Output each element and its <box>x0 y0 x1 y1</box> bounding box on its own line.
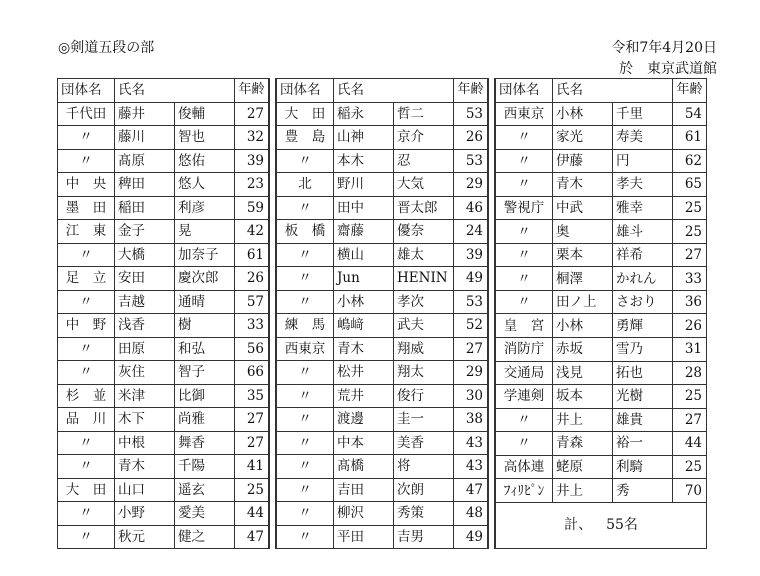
age-cell: 26 <box>454 126 489 150</box>
group-cell: 西東京 <box>495 102 553 126</box>
age-cell: 52 <box>454 314 489 338</box>
age-cell: 47 <box>454 478 489 502</box>
surname-cell: 青木 <box>334 337 394 361</box>
group-cell: 豊 島 <box>276 126 334 150</box>
group-cell: 〃 <box>58 337 115 361</box>
age-cell: 27 <box>673 243 707 267</box>
age-cell: 36 <box>673 290 707 314</box>
group-cell: 〃 <box>276 408 334 432</box>
table-row <box>276 384 488 408</box>
table-row <box>495 126 707 150</box>
age-cell: 48 <box>454 502 489 526</box>
surname-cell: 田原 <box>115 337 175 361</box>
age-cell: 42 <box>235 220 270 244</box>
table-row <box>276 455 488 479</box>
given-name-cell: 孝次 <box>394 290 454 314</box>
table-row <box>495 408 707 432</box>
group-cell: 〃 <box>276 478 334 502</box>
age-cell: 27 <box>673 408 707 432</box>
given-name-cell: 千陽 <box>175 455 235 479</box>
given-name-cell: 拓也 <box>613 361 673 385</box>
age-cell: 62 <box>673 149 707 173</box>
group-cell: 〃 <box>276 384 334 408</box>
surname-cell: 髙橋 <box>334 455 394 479</box>
group-cell: 中 野 <box>58 314 115 338</box>
surname-cell: 木下 <box>115 408 175 432</box>
given-name-cell: 利騎 <box>613 455 673 479</box>
header-group: 団体名 <box>276 79 334 103</box>
header-group: 団体名 <box>58 79 115 103</box>
surname-cell: Jun <box>334 267 394 291</box>
group-cell: 〃 <box>276 431 334 455</box>
given-name-cell: 雄斗 <box>613 220 673 244</box>
given-name-cell: 樹 <box>175 314 235 338</box>
table-row <box>58 314 270 338</box>
age-cell: 65 <box>673 173 707 197</box>
header-name: 氏名 <box>115 79 235 103</box>
age-cell: 61 <box>235 243 270 267</box>
age-cell: 25 <box>235 478 270 502</box>
given-name-cell: 利彦 <box>175 196 235 220</box>
age-cell: 46 <box>454 196 489 220</box>
given-name-cell: 光樹 <box>613 385 673 409</box>
table-row <box>58 290 270 314</box>
given-name-cell: 忍 <box>394 149 454 173</box>
age-cell: 35 <box>235 384 270 408</box>
group-cell: 〃 <box>276 267 334 291</box>
table-row <box>495 455 707 479</box>
header-name: 氏名 <box>334 79 454 103</box>
total-label: 計、 <box>564 517 593 534</box>
group-cell: 〃 <box>495 243 553 267</box>
surname-cell: 奥 <box>553 220 613 244</box>
group-cell: 交通局 <box>495 361 553 385</box>
surname-cell: 蛯原 <box>553 455 613 479</box>
surname-cell: 稲永 <box>334 102 394 126</box>
group-cell: 〃 <box>58 290 115 314</box>
group-cell: 〃 <box>58 455 115 479</box>
group-cell: 〃 <box>58 149 115 173</box>
age-cell: 25 <box>673 196 707 220</box>
table-row <box>58 478 270 502</box>
given-name-cell: 智子 <box>175 361 235 385</box>
surname-cell: 山神 <box>334 126 394 150</box>
given-name-cell: 翔太 <box>394 361 454 385</box>
table-row <box>276 361 488 385</box>
group-cell: 〃 <box>276 149 334 173</box>
table-row <box>495 290 707 314</box>
group-cell: 品 川 <box>58 408 115 432</box>
table-row <box>58 384 270 408</box>
age-cell: 70 <box>673 479 707 503</box>
given-name-cell: 秀 <box>613 479 673 503</box>
table-row <box>495 385 707 409</box>
group-cell: 〃 <box>495 267 553 291</box>
given-name-cell: 勇輝 <box>613 314 673 338</box>
given-name-cell: 哲二 <box>394 102 454 126</box>
age-cell: 43 <box>454 431 489 455</box>
surname-cell: 栗本 <box>553 243 613 267</box>
table-row <box>276 102 488 126</box>
header-row <box>276 79 488 103</box>
table-row <box>276 267 488 291</box>
table-row <box>276 126 488 150</box>
given-name-cell: 晋太郎 <box>394 196 454 220</box>
surname-cell: 荒井 <box>334 384 394 408</box>
header-name: 氏名 <box>553 79 673 103</box>
given-name-cell: 次朗 <box>394 478 454 502</box>
surname-cell: 田ノ上 <box>553 290 613 314</box>
surname-cell: 井上 <box>553 408 613 432</box>
given-name-cell: 美香 <box>394 431 454 455</box>
roster-tables <box>57 78 707 549</box>
given-name-cell: 愛美 <box>175 502 235 526</box>
age-cell: 43 <box>454 455 489 479</box>
group-cell: 杉 並 <box>58 384 115 408</box>
surname-cell: 青森 <box>553 432 613 456</box>
given-name-cell: 大気 <box>394 173 454 197</box>
surname-cell: 藤井 <box>115 102 175 126</box>
group-cell: 〃 <box>58 243 115 267</box>
table-row <box>276 173 488 197</box>
table-row <box>58 502 270 526</box>
group-cell: 〃 <box>276 243 334 267</box>
group-cell: 千代田 <box>58 102 115 126</box>
surname-cell: 青木 <box>553 173 613 197</box>
age-cell: 39 <box>235 149 270 173</box>
given-name-cell: 悠佑 <box>175 149 235 173</box>
surname-cell: 米津 <box>115 384 175 408</box>
given-name-cell: 比御 <box>175 384 235 408</box>
surname-cell: 渡邊 <box>334 408 394 432</box>
given-name-cell: 祥希 <box>613 243 673 267</box>
group-cell: 墨 田 <box>58 196 115 220</box>
given-name-cell: 京介 <box>394 126 454 150</box>
age-cell: 26 <box>235 267 270 291</box>
table-row <box>276 149 488 173</box>
group-cell: 皇 宮 <box>495 314 553 338</box>
surname-cell: 秋元 <box>115 525 175 549</box>
surname-cell: 稲田 <box>115 196 175 220</box>
table-row <box>495 479 707 503</box>
given-name-cell: 武夫 <box>394 314 454 338</box>
header-group: 団体名 <box>495 79 553 103</box>
given-name-cell: 通晴 <box>175 290 235 314</box>
age-cell: 27 <box>235 431 270 455</box>
surname-cell: 山口 <box>115 478 175 502</box>
surname-cell: 齋藤 <box>334 220 394 244</box>
surname-cell: 中根 <box>115 431 175 455</box>
age-cell: 33 <box>235 314 270 338</box>
table-row <box>495 432 707 456</box>
surname-cell: 小林 <box>553 102 613 126</box>
table-row <box>276 431 488 455</box>
given-name-cell: 智也 <box>175 126 235 150</box>
group-cell: 〃 <box>276 525 334 549</box>
table-row <box>58 196 270 220</box>
age-cell: 23 <box>235 173 270 197</box>
age-cell: 27 <box>235 102 270 126</box>
given-name-cell: 円 <box>613 149 673 173</box>
table-row <box>276 290 488 314</box>
group-cell: 中 央 <box>58 173 115 197</box>
group-cell: 練 馬 <box>276 314 334 338</box>
total-cell <box>495 502 707 548</box>
surname-cell: 小林 <box>553 314 613 338</box>
surname-cell: 赤坂 <box>553 338 613 362</box>
given-name-cell: 秀策 <box>394 502 454 526</box>
surname-cell: 灰住 <box>115 361 175 385</box>
group-cell: 大 田 <box>58 478 115 502</box>
surname-cell: 浅香 <box>115 314 175 338</box>
group-cell: 足 立 <box>58 267 115 291</box>
surname-cell: 吉越 <box>115 290 175 314</box>
header-row <box>495 79 707 103</box>
surname-cell: 井上 <box>553 479 613 503</box>
age-cell: 61 <box>673 126 707 150</box>
surname-cell: 金子 <box>115 220 175 244</box>
age-cell: 66 <box>235 361 270 385</box>
age-cell: 44 <box>235 502 270 526</box>
table-row <box>495 338 707 362</box>
group-cell: 〃 <box>58 502 115 526</box>
table-row <box>495 220 707 244</box>
age-cell: 53 <box>454 290 489 314</box>
surname-cell: 家光 <box>553 126 613 150</box>
surname-cell: 中本 <box>334 431 394 455</box>
surname-cell: 坂本 <box>553 385 613 409</box>
group-cell: 〃 <box>495 220 553 244</box>
age-cell: 54 <box>673 102 707 126</box>
table-row <box>495 361 707 385</box>
given-name-cell: 健之 <box>175 525 235 549</box>
given-name-cell: 尚雅 <box>175 408 235 432</box>
given-name-cell: 俊輔 <box>175 102 235 126</box>
group-cell: 〃 <box>276 502 334 526</box>
surname-cell: 安田 <box>115 267 175 291</box>
surname-cell: 浅見 <box>553 361 613 385</box>
group-cell: 〃 <box>58 431 115 455</box>
given-name-cell: 俊行 <box>394 384 454 408</box>
table-row <box>276 478 488 502</box>
age-cell: 26 <box>673 314 707 338</box>
group-cell: 北 <box>276 173 334 197</box>
group-cell: 〃 <box>276 455 334 479</box>
header-age: 年齢 <box>454 79 489 103</box>
roster-table-2 <box>275 78 489 549</box>
group-cell: 〃 <box>58 126 115 150</box>
given-name-cell: HENIN <box>394 267 454 291</box>
given-name-cell: 加奈子 <box>175 243 235 267</box>
surname-cell: 野川 <box>334 173 394 197</box>
age-cell: 49 <box>454 525 489 549</box>
surname-cell: 青木 <box>115 455 175 479</box>
surname-cell: 吉田 <box>334 478 394 502</box>
age-cell: 31 <box>673 338 707 362</box>
given-name-cell: 悠人 <box>175 173 235 197</box>
age-cell: 27 <box>454 337 489 361</box>
age-cell: 49 <box>454 267 489 291</box>
given-name-cell: かれん <box>613 267 673 291</box>
given-name-cell: 晃 <box>175 220 235 244</box>
surname-cell: 髙原 <box>115 149 175 173</box>
table-row <box>58 267 270 291</box>
group-cell: 〃 <box>276 290 334 314</box>
given-name-cell: 舞香 <box>175 431 235 455</box>
group-cell: 学連剣 <box>495 385 553 409</box>
given-name-cell: 裕一 <box>613 432 673 456</box>
given-name-cell: 雄太 <box>394 243 454 267</box>
age-cell: 39 <box>454 243 489 267</box>
given-name-cell: 孝夫 <box>613 173 673 197</box>
group-cell: 消防庁 <box>495 338 553 362</box>
event-venue: 於 東京武道館 <box>619 61 717 77</box>
table-row <box>58 173 270 197</box>
age-cell: 53 <box>454 149 489 173</box>
page-title: ◎剣道五段の部 <box>58 40 155 56</box>
table-row <box>58 220 270 244</box>
age-cell: 25 <box>673 455 707 479</box>
surname-cell: 藤川 <box>115 126 175 150</box>
table-row <box>58 408 270 432</box>
age-cell: 29 <box>454 361 489 385</box>
age-cell: 56 <box>235 337 270 361</box>
header-row <box>58 79 270 103</box>
age-cell: 57 <box>235 290 270 314</box>
surname-cell: 嶋﨑 <box>334 314 394 338</box>
surname-cell: 柳沢 <box>334 502 394 526</box>
table-row <box>276 337 488 361</box>
header-age: 年齢 <box>673 79 707 103</box>
table-row <box>495 243 707 267</box>
group-cell: 〃 <box>276 196 334 220</box>
group-cell: 〃 <box>495 149 553 173</box>
age-cell: 47 <box>235 525 270 549</box>
table-row <box>495 196 707 220</box>
age-cell: 25 <box>673 220 707 244</box>
group-cell: 〃 <box>276 361 334 385</box>
table-row <box>495 102 707 126</box>
table-row <box>276 220 488 244</box>
table-row <box>58 243 270 267</box>
given-name-cell: 和弘 <box>175 337 235 361</box>
table-row <box>58 149 270 173</box>
roster-table-3 <box>494 78 707 549</box>
table-row <box>58 126 270 150</box>
group-cell: 板 橋 <box>276 220 334 244</box>
event-date: 令和7年4月20日 <box>611 40 717 56</box>
surname-cell: 中武 <box>553 196 613 220</box>
surname-cell: 大橋 <box>115 243 175 267</box>
group-cell: 〃 <box>495 408 553 432</box>
table-row <box>58 455 270 479</box>
group-cell: 警視庁 <box>495 196 553 220</box>
surname-cell: 伊藤 <box>553 149 613 173</box>
table-row <box>276 314 488 338</box>
age-cell: 53 <box>454 102 489 126</box>
group-cell: 江 東 <box>58 220 115 244</box>
group-cell: ﾌｨﾘﾋﾟﾝ <box>495 479 553 503</box>
given-name-cell: 寿美 <box>613 126 673 150</box>
age-cell: 24 <box>454 220 489 244</box>
age-cell: 41 <box>235 455 270 479</box>
surname-cell: 田中 <box>334 196 394 220</box>
given-name-cell: 雪乃 <box>613 338 673 362</box>
given-name-cell: 吉男 <box>394 525 454 549</box>
age-cell: 30 <box>454 384 489 408</box>
table-row <box>495 149 707 173</box>
age-cell: 27 <box>235 408 270 432</box>
given-name-cell: 雅幸 <box>613 196 673 220</box>
group-cell: 西東京 <box>276 337 334 361</box>
group-cell: 〃 <box>58 361 115 385</box>
given-name-cell: 圭一 <box>394 408 454 432</box>
table-row <box>276 196 488 220</box>
group-cell: 高体連 <box>495 455 553 479</box>
roster-table-1 <box>57 78 270 549</box>
given-name-cell: 慶次郎 <box>175 267 235 291</box>
table-row <box>276 525 488 549</box>
age-cell: 59 <box>235 196 270 220</box>
header-age: 年齢 <box>235 79 270 103</box>
age-cell: 25 <box>673 385 707 409</box>
group-cell: 〃 <box>495 290 553 314</box>
given-name-cell: 将 <box>394 455 454 479</box>
table-row <box>276 502 488 526</box>
surname-cell: 松井 <box>334 361 394 385</box>
table-row <box>58 431 270 455</box>
surname-cell: 桐澤 <box>553 267 613 291</box>
age-cell: 44 <box>673 432 707 456</box>
age-cell: 28 <box>673 361 707 385</box>
given-name-cell: さおり <box>613 290 673 314</box>
surname-cell: 小林 <box>334 290 394 314</box>
surname-cell: 本木 <box>334 149 394 173</box>
given-name-cell: 優奈 <box>394 220 454 244</box>
given-name-cell: 翔威 <box>394 337 454 361</box>
surname-cell: 横山 <box>334 243 394 267</box>
table-row <box>495 314 707 338</box>
table-row <box>58 361 270 385</box>
group-cell: 〃 <box>495 432 553 456</box>
table-row <box>495 173 707 197</box>
surname-cell: 稗田 <box>115 173 175 197</box>
group-cell: 〃 <box>495 126 553 150</box>
table-row <box>495 267 707 291</box>
group-cell: 〃 <box>495 173 553 197</box>
table-row <box>58 525 270 549</box>
table-row <box>58 337 270 361</box>
surname-cell: 平田 <box>334 525 394 549</box>
table-row <box>276 408 488 432</box>
group-cell: 〃 <box>58 525 115 549</box>
table-row <box>276 243 488 267</box>
age-cell: 29 <box>454 173 489 197</box>
table-row <box>58 102 270 126</box>
given-name-cell: 遥玄 <box>175 478 235 502</box>
age-cell: 33 <box>673 267 707 291</box>
group-cell: 大 田 <box>276 102 334 126</box>
given-name-cell: 千里 <box>613 102 673 126</box>
age-cell: 38 <box>454 408 489 432</box>
age-cell: 32 <box>235 126 270 150</box>
given-name-cell: 雄貴 <box>613 408 673 432</box>
total-value: 55名 <box>606 517 638 534</box>
surname-cell: 小野 <box>115 502 175 526</box>
total-row <box>495 502 707 548</box>
